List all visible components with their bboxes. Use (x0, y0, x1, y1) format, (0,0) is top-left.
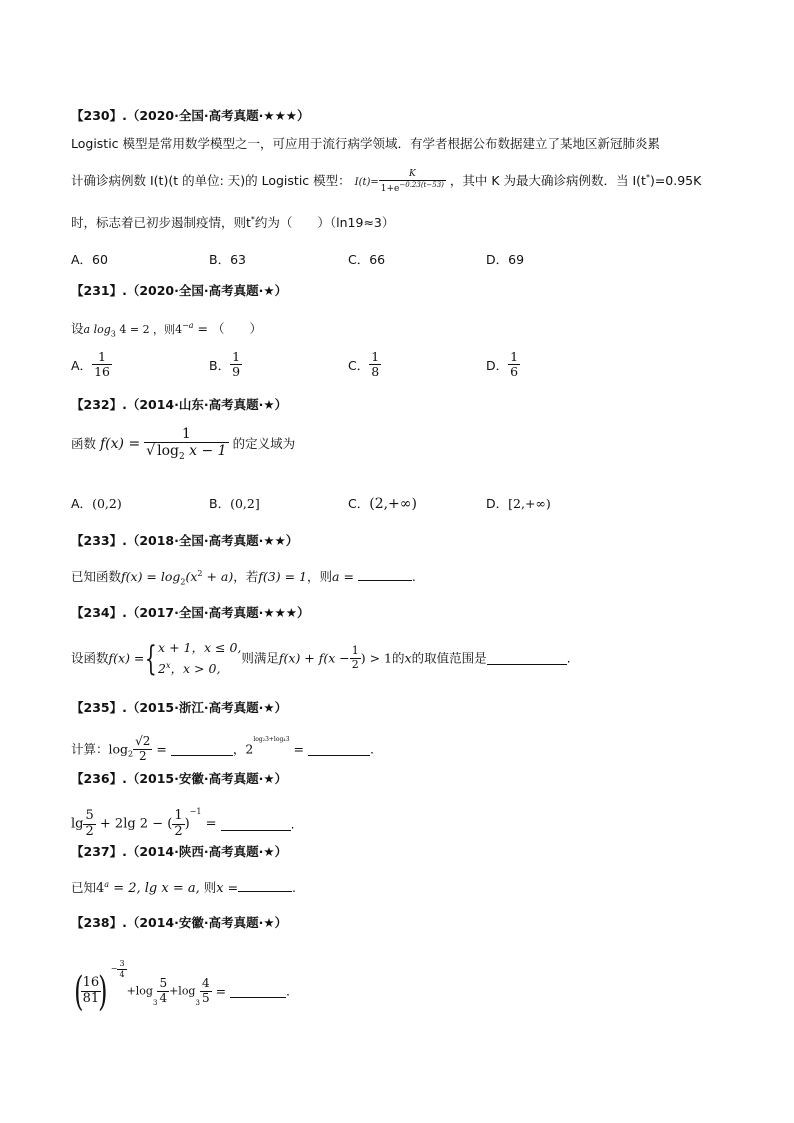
equals: = (223, 880, 239, 896)
period: . (290, 816, 295, 832)
frac-den: 2 (174, 824, 183, 839)
option-fraction (92, 350, 112, 380)
question-232-header: 【232】.（2014·山东·高考真题·★） (71, 397, 288, 412)
question-237-stem (71, 875, 296, 899)
frac-den: 8 (371, 364, 380, 380)
answer-blank-2[interactable] (308, 743, 370, 756)
sqrt2-over-2 (133, 735, 152, 764)
frac-den: √ $\log_2 x - 1$ (146, 443, 227, 462)
option-232-b[interactable] (209, 494, 260, 512)
fx-arg-rest: + a) (202, 569, 234, 585)
five-fourths (157, 977, 169, 1006)
power-base: 2 (245, 741, 254, 757)
frac-den: 4 (159, 991, 168, 1005)
power-exp: log₂3+log₄3 (253, 736, 290, 743)
option-230-b[interactable]: B．63 (209, 252, 246, 267)
logistic-den-base: 1+e (380, 183, 400, 194)
question-238-header: 【238】.（2014·安徽·高考真题·★） (71, 915, 288, 930)
t-star-sup-2: * (250, 215, 255, 224)
left-paren: ( (74, 968, 84, 1015)
question-230-line2-b: ，其中 K 为最大确诊病例数．当 I(t (449, 173, 646, 189)
period: . (566, 650, 571, 666)
log-base: 2 (178, 451, 185, 462)
option-230-c[interactable]: C．66 (348, 252, 386, 267)
log-arg: x − 1 (189, 443, 227, 460)
option-232-c[interactable] (348, 494, 417, 512)
inequality-a: f(x) + f(x − (278, 650, 350, 666)
frac-num: 1 (510, 349, 519, 364)
frac-num: √2 (135, 734, 151, 749)
question-230-line3 (71, 210, 394, 233)
frac-num: 1 (371, 349, 380, 364)
half-fraction (350, 645, 361, 671)
question-230-line3-a: 时，标志着已初步遏制疫情，则t (71, 215, 251, 231)
exp-minus: − (110, 964, 118, 973)
condition: f(3) = 1 (258, 569, 307, 585)
question-237-header: 【237】.（2014·陕西·高考真题·★） (71, 844, 288, 859)
frac-den: 2 (85, 824, 94, 839)
question-234-stem-c: 的 (392, 650, 405, 666)
case-1: x + 1，x ≤ 0, (158, 639, 242, 655)
question-230-header: 【230】.（2020·全国·高考真题·★★★） (71, 108, 310, 123)
frac-num: 1 (174, 808, 183, 824)
question-234-stem (71, 638, 571, 679)
question-233-header: 【233】.（2018·全国·高考真题·★★） (71, 533, 299, 548)
option-230-d[interactable]: D．69 (486, 252, 525, 267)
answer-blank[interactable] (221, 818, 291, 831)
sqrt-content (155, 442, 227, 462)
option-fraction (369, 350, 381, 380)
option-label: B． (209, 496, 231, 511)
log-base-1: 3 (152, 999, 158, 1007)
log-text: log (157, 443, 179, 460)
answer-blank[interactable] (487, 652, 567, 665)
option-value: (0,2) (92, 496, 122, 511)
logistic-fraction (379, 169, 446, 194)
question-230-line3-b: 约为（ ）（ln19≈3） (254, 215, 395, 231)
formula-lhs: I(t)= (354, 177, 379, 189)
equals: = (152, 741, 171, 757)
question-230-line1: Logistic 模型是常用数学模型之一，可应用于流行病学领域．有学者根据公布数据建立了某地区新冠肺炎累 (71, 136, 661, 151)
var-a: a (332, 569, 340, 585)
frac-num: 1 (232, 349, 241, 364)
question-234-stem-a: 设函数 (71, 650, 109, 666)
option-value: (0,2] (230, 496, 260, 511)
case-2-rest: ，x > 0, (170, 661, 221, 677)
fx-label: f(x) = (108, 650, 145, 666)
domain-fraction (144, 426, 228, 462)
right-paren: ) (98, 968, 108, 1015)
frac-num: 1 (92, 350, 112, 365)
question-230-line2-c: )=0.95K (649, 173, 702, 189)
question-238-stem (71, 944, 290, 1028)
var-x: x (404, 650, 412, 666)
four-base: 4 (96, 881, 105, 897)
question-231-stem-d: = （ ） (193, 321, 262, 337)
option-label: C． (348, 357, 370, 373)
left-brace: { (145, 638, 158, 679)
neg-one-exp: −1 (189, 807, 202, 816)
answer-blank[interactable] (230, 985, 286, 998)
option-value: (2,+∞) (369, 496, 417, 512)
equals: = (339, 569, 358, 585)
fx-log: f(x) = log (121, 569, 181, 585)
frac-num: 1 (144, 426, 228, 443)
option-fraction (508, 350, 520, 380)
question-230-line2 (71, 168, 701, 194)
question-230-line2-a: 计确诊病例数 I(t)(t 的单位: 天)的 Logistic 模型： (71, 173, 351, 189)
frac-den: 5 (201, 991, 210, 1005)
question-236-stem (71, 792, 295, 845)
case-2-exp: x (166, 660, 171, 670)
frac-den: 2 (138, 749, 147, 763)
case-2 (158, 657, 241, 678)
period: . (369, 741, 374, 757)
frac-num: 4 (201, 976, 210, 991)
question-231-stem (71, 316, 262, 345)
separator: ， (232, 741, 246, 757)
question-233-stem-a: 已知函数 (71, 569, 122, 585)
log-base: 2 (128, 749, 134, 759)
log-base-2: 3 (195, 999, 200, 1007)
question-232-stem-b: 的定义域为 (232, 436, 296, 452)
question-235-stem-a: 计算： (71, 741, 109, 757)
inequality-b: ) > 1 (360, 650, 392, 666)
four-base: 4 (175, 323, 183, 337)
log-term-1: +log (126, 984, 153, 998)
stem-log-base: 3 (110, 329, 116, 339)
option-label: A． (71, 496, 93, 511)
option-label: D． (486, 357, 509, 373)
question-234-stem-b: 则满足 (241, 650, 279, 666)
answer-blank[interactable] (238, 879, 292, 892)
answer-blank[interactable] (358, 568, 412, 581)
option-231-a[interactable] (71, 350, 112, 380)
frac-num: 16 (82, 975, 100, 991)
answer-blank-1[interactable] (171, 743, 233, 756)
period: . (292, 880, 297, 896)
equals: = (211, 983, 231, 999)
frac-den: 6 (510, 364, 519, 380)
logistic-numerator: K (379, 169, 446, 180)
option-value: [2,+∞) (508, 496, 551, 511)
four-fifths (200, 977, 212, 1006)
square-exp: 2 (197, 569, 203, 578)
question-237-stem-b: 则 (199, 880, 217, 896)
frac-num: 5 (85, 808, 94, 824)
frac-den: 2 (351, 658, 359, 671)
frac-den: 81 (82, 991, 100, 1006)
question-233-stem (71, 564, 416, 593)
log-term-2: +log (169, 984, 196, 998)
option-label: A． (71, 357, 93, 373)
question-231-header: 【231】.（2020·全国·高考真题·★） (71, 283, 288, 298)
option-232-a[interactable] (71, 494, 122, 512)
question-233-stem-c: ，则 (307, 569, 333, 585)
frac-den: 16 (94, 364, 110, 380)
logistic-den-exp: −0.23(t−53) (399, 180, 444, 189)
option-230-a[interactable]: A．60 (71, 252, 108, 267)
question-235-stem (71, 722, 374, 773)
option-label: C． (348, 496, 370, 511)
frac-num: 1 (351, 644, 359, 658)
piecewise-cases (158, 639, 241, 678)
t-star-sup: * (645, 173, 650, 182)
stem-a-log: a log (83, 323, 111, 337)
exp-fraction (117, 959, 126, 978)
five-halves (83, 809, 95, 840)
equals: = (201, 816, 221, 832)
question-231-stem-a: 设 (71, 321, 84, 337)
question-234-stem-d: 的取值范围是 (411, 650, 487, 666)
fx-arg: (x (185, 569, 198, 585)
option-232-d[interactable] (486, 494, 551, 512)
option-fraction (230, 350, 242, 380)
option-231-d[interactable] (486, 350, 520, 380)
question-237-stem-a: 已知 (71, 880, 97, 896)
lg-text: lg (71, 816, 84, 832)
given-expr: = 2, lg x = a, (109, 881, 200, 897)
question-232-stem (71, 426, 295, 462)
four-exp: a (104, 880, 110, 889)
four-exp: −a (182, 321, 194, 330)
option-231-b[interactable] (209, 350, 242, 380)
question-232-stem-a: 函数 (71, 436, 97, 452)
power-exponent (111, 944, 127, 994)
case-2-base: 2 (158, 661, 166, 677)
frac-den: 9 (232, 364, 241, 380)
middle-expr: + 2lg 2 − ( (95, 816, 173, 832)
question-234-header: 【234】.（2017·全国·高考真题·★★★） (71, 605, 310, 620)
frac-num: 5 (159, 976, 168, 991)
question-236-header: 【236】.（2015·安徽·高考真题·★） (71, 771, 288, 786)
equals-2: = (289, 741, 308, 757)
fx-label: f(x) = (100, 436, 141, 453)
frac-num: 3 (119, 959, 125, 969)
var-x: x (216, 881, 224, 897)
log-text: log (108, 741, 129, 757)
period: . (286, 983, 290, 999)
frac-den: 4 (119, 969, 125, 979)
option-231-c[interactable] (348, 350, 381, 380)
question-231-stem-b: 4 = 2 ，则 (115, 323, 176, 337)
one-half (172, 809, 184, 840)
question-235-header: 【235】.（2015·浙江·高考真题·★） (71, 700, 288, 715)
log-base: 2 (180, 577, 186, 587)
close-paren: ) (184, 816, 190, 832)
option-label: D． (486, 496, 509, 511)
logistic-denominator (379, 181, 446, 194)
option-label: B． (209, 357, 231, 373)
question-233-stem-b: ，若 (233, 569, 259, 585)
period: . (411, 569, 416, 585)
